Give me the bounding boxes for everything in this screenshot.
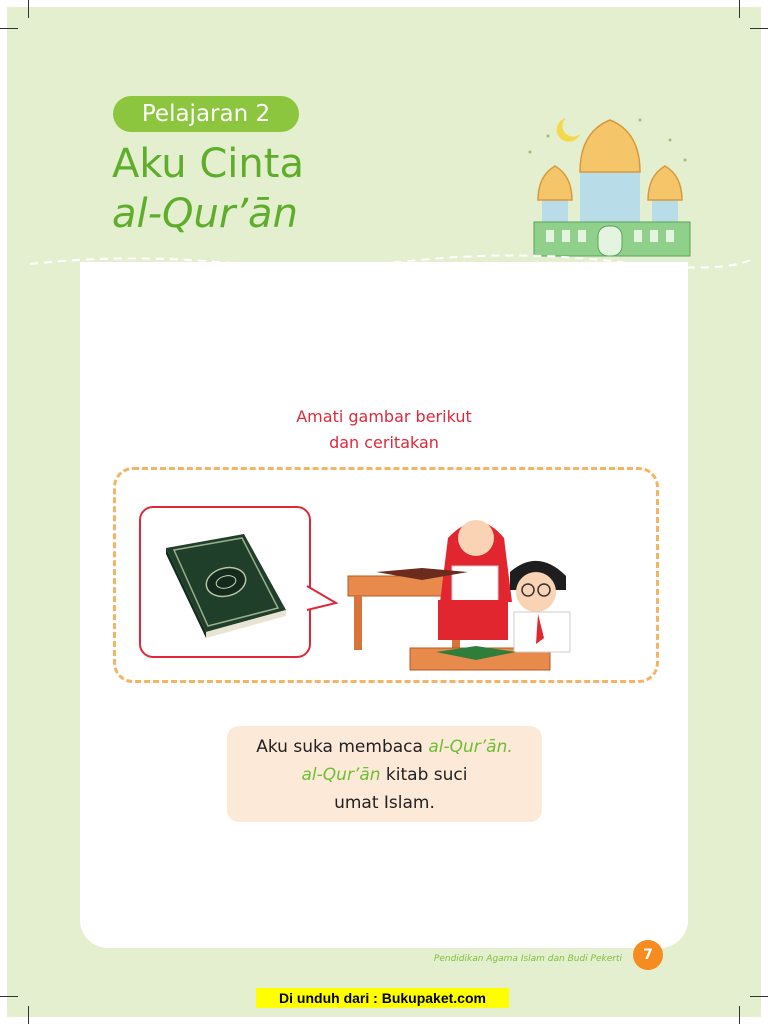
crop-mark	[739, 0, 740, 18]
instruction-text	[224, 404, 544, 456]
statement-line1-text: Aku suka membaca	[256, 737, 429, 757]
bubble-tail	[300, 585, 340, 613]
crop-mark	[750, 28, 768, 29]
statement-line2-text: kitab suci	[380, 765, 468, 785]
statement-line2-highlight: al-Qur’ān	[301, 765, 381, 785]
crop-mark	[28, 0, 29, 18]
statement-line2	[227, 761, 542, 789]
statement-line1-highlight: al-Qur’ān.	[428, 737, 513, 757]
crop-mark	[750, 996, 768, 997]
crop-mark	[739, 1006, 740, 1024]
lesson-number-badge: Pelajaran 2	[113, 96, 299, 132]
mosque-illustration	[520, 100, 700, 260]
crop-mark	[0, 996, 18, 997]
crop-mark	[0, 28, 18, 29]
book-title-footer: Pendidikan Agama Islam dan Budi Pekerti	[433, 954, 622, 964]
statement-box	[227, 726, 542, 822]
source-banner[interactable]: Di unduh dari : Bukupaket.com	[256, 988, 509, 1008]
statement-line1	[227, 733, 542, 761]
children-reading-illustration	[340, 500, 590, 680]
page-number-badge: 7	[633, 940, 663, 970]
lesson-title-line2: al-Qur’ān	[112, 191, 298, 237]
instruction-line1: Amati gambar berikut	[296, 407, 472, 426]
crop-mark	[28, 1006, 29, 1024]
quran-book-icon	[160, 528, 290, 638]
instruction-line2: dan ceritakan	[329, 433, 439, 452]
lesson-title-line1: Aku Cinta	[112, 141, 304, 187]
statement-line3: umat Islam.	[334, 793, 435, 813]
